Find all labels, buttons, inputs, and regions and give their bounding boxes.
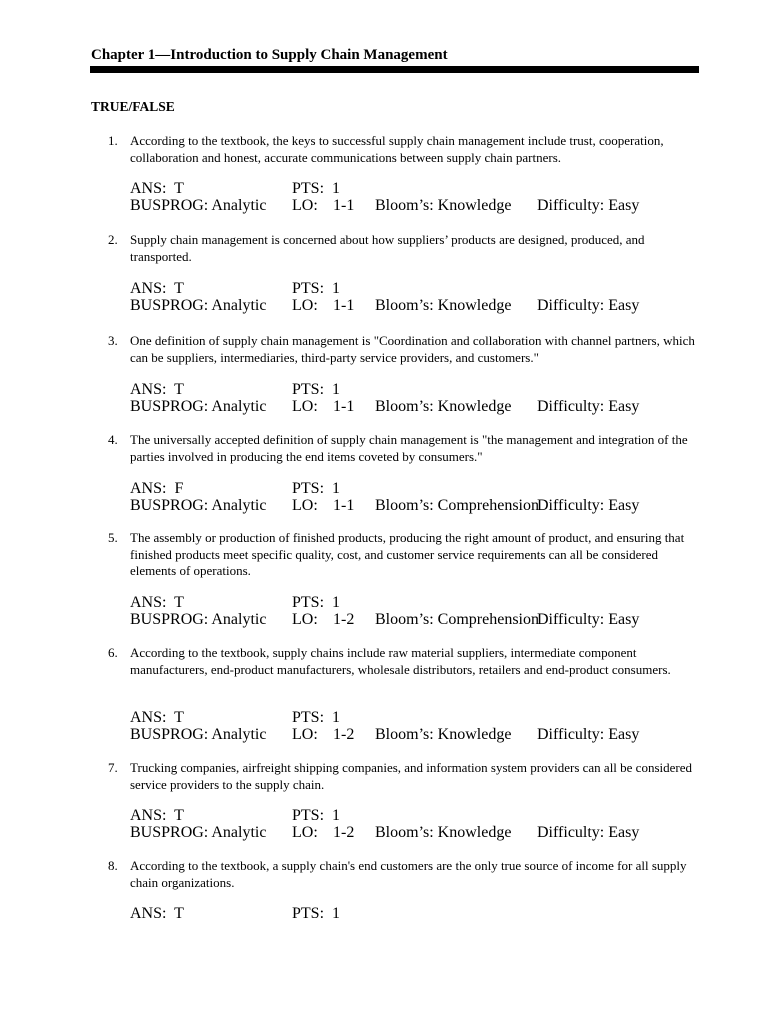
question-text: The universally accepted definition of supply chain management is "the management and integration of the parties involved in producing the end items coveted by consumers." xyxy=(130,432,688,464)
question-text: The assembly or production of finished products, producing the right amount of product, and ensuring that finished products meet specific quality, cost, and customer service requirements can all be considered elements of operations. xyxy=(130,530,685,578)
busprog-label: BUSPROG: Analytic xyxy=(130,726,267,743)
section-heading: TRUE/FALSE xyxy=(91,99,175,114)
busprog-label: BUSPROG: Analytic xyxy=(130,824,267,841)
question-text: Trucking companies, airfreight shipping companies, and information system providers can all be considered service providers to the supply chain. xyxy=(130,760,692,792)
answer-label: ANS: T xyxy=(130,280,184,297)
lo-value: 1-2 xyxy=(333,726,355,743)
lo-label: LO: xyxy=(292,726,318,743)
busprog-label: BUSPROG: Analytic xyxy=(130,297,267,314)
question-number: 8. xyxy=(108,858,118,873)
difficulty-label: Difficulty: Easy xyxy=(537,611,640,628)
blooms-label: Bloom’s: Knowledge xyxy=(375,398,512,415)
answer-block-5 xyxy=(0,595,768,629)
question-number: 1. xyxy=(108,133,118,148)
question-number: 5. xyxy=(108,530,118,545)
difficulty-label: Difficulty: Easy xyxy=(537,497,640,514)
answer-label: ANS: T xyxy=(130,180,184,197)
blooms-label: Bloom’s: Knowledge xyxy=(375,824,512,841)
points-label: PTS: 1 xyxy=(292,280,341,297)
points-label: PTS: 1 xyxy=(292,594,341,611)
answer-label: ANS: T xyxy=(130,381,184,398)
points-label: PTS: 1 xyxy=(292,905,341,922)
blooms-label: Bloom’s: Knowledge xyxy=(375,726,512,743)
lo-label: LO: xyxy=(292,398,318,415)
difficulty-label: Difficulty: Easy xyxy=(537,297,640,314)
lo-value: 1-1 xyxy=(333,197,355,214)
answer-block-1 xyxy=(0,181,768,215)
lo-label: LO: xyxy=(292,497,318,514)
points-label: PTS: 1 xyxy=(292,807,341,824)
question-text: Supply chain management is concerned about how suppliers’ products are designed, produced, and transported. xyxy=(130,232,645,264)
question-number: 4. xyxy=(108,432,118,447)
lo-value: 1-1 xyxy=(333,497,355,514)
difficulty-label: Difficulty: Easy xyxy=(537,824,640,841)
answer-block-7 xyxy=(0,808,768,842)
question-number: 2. xyxy=(108,232,118,247)
answer-block-2 xyxy=(0,281,768,315)
question-text: According to the textbook, supply chains include raw material suppliers, intermediate component manufacturers, end-product manufacturers, wholesale distributors, retailers and end-product consumers. xyxy=(130,645,671,677)
lo-value: 1-2 xyxy=(333,611,355,628)
answer-label: ANS: F xyxy=(130,480,184,497)
busprog-label: BUSPROG: Analytic xyxy=(130,611,267,628)
lo-label: LO: xyxy=(292,197,318,214)
difficulty-label: Difficulty: Easy xyxy=(537,726,640,743)
lo-value: 1-1 xyxy=(333,297,355,314)
points-label: PTS: 1 xyxy=(292,381,341,398)
question-number: 7. xyxy=(108,760,118,775)
answer-block-3 xyxy=(0,382,768,416)
question-text: One definition of supply chain management is "Coordination and collaboration with channel partners, which can be suppliers, intermediaries, third-party service providers, and customers." xyxy=(130,333,695,365)
answer-label: ANS: T xyxy=(130,905,184,922)
lo-value: 1-1 xyxy=(333,398,355,415)
chapter-title: Chapter 1—Introduction to Supply Chain Management xyxy=(91,47,448,63)
lo-value: 1-2 xyxy=(333,824,355,841)
points-label: PTS: 1 xyxy=(292,709,341,726)
points-label: PTS: 1 xyxy=(292,480,341,497)
answer-block-6 xyxy=(0,710,768,744)
busprog-label: BUSPROG: Analytic xyxy=(130,497,267,514)
difficulty-label: Difficulty: Easy xyxy=(537,197,640,214)
blooms-label: Bloom’s: Comprehension xyxy=(375,497,539,514)
answer-label: ANS: T xyxy=(130,807,184,824)
points-label: PTS: 1 xyxy=(292,180,341,197)
answer-label: ANS: T xyxy=(130,594,184,611)
busprog-label: BUSPROG: Analytic xyxy=(130,197,267,214)
answer-block-8 xyxy=(0,906,768,940)
busprog-label: BUSPROG: Analytic xyxy=(130,398,267,415)
question-text: According to the textbook, a supply chain's end customers are the only true source of income for all supply chain organizations. xyxy=(130,858,687,890)
blooms-label: Bloom’s: Knowledge xyxy=(375,297,512,314)
difficulty-label: Difficulty: Easy xyxy=(537,398,640,415)
answer-label: ANS: T xyxy=(130,709,184,726)
title-rule xyxy=(90,66,699,73)
blooms-label: Bloom’s: Comprehension xyxy=(375,611,539,628)
question-number: 3. xyxy=(108,333,118,348)
question-number: 6. xyxy=(108,645,118,660)
answer-block-4 xyxy=(0,481,768,515)
lo-label: LO: xyxy=(292,611,318,628)
lo-label: LO: xyxy=(292,297,318,314)
blooms-label: Bloom’s: Knowledge xyxy=(375,197,512,214)
question-text: According to the textbook, the keys to successful supply chain management include trust, cooperation, collaboration and honest, accurate communications between supply chain partners. xyxy=(130,133,664,165)
lo-label: LO: xyxy=(292,824,318,841)
